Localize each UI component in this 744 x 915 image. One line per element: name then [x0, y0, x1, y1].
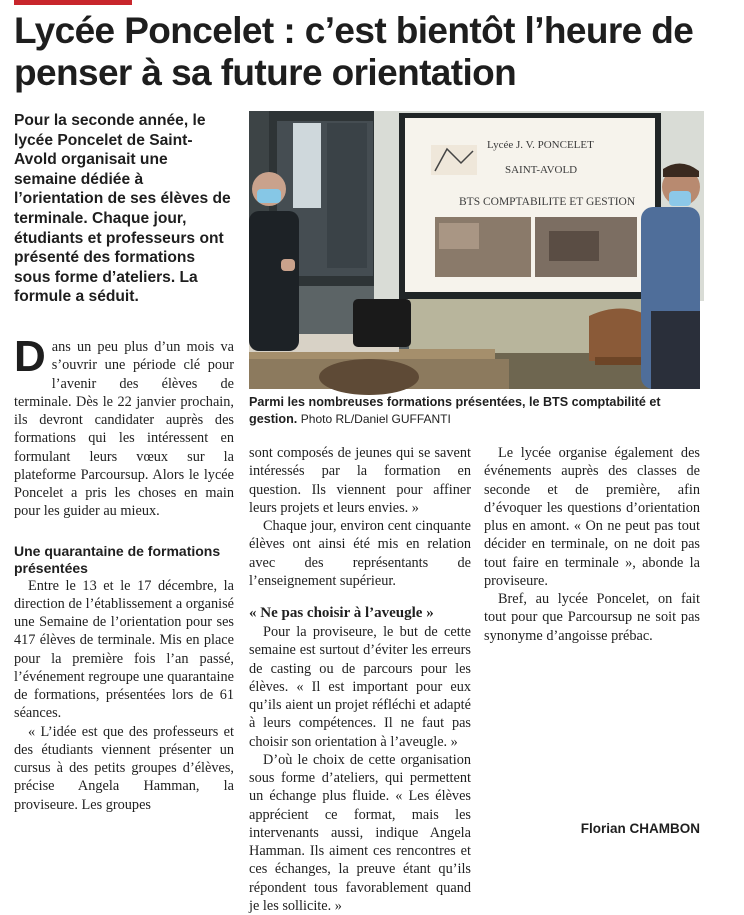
body-paragraph: Entre le 13 et le 17 décembre, la direction de l’établissement a organisé une Semaine de l’orientation pour ses 417 élèves de terminale. Mis en place pour la première fois l’an passé, l’événement regroupe une quarantaine de formations, présentées lors de 61 séances. [14, 577, 234, 722]
section-tab [14, 0, 132, 5]
body-paragraph: Dans un peu plus d’un mois va s’ouvrir une période clé pour l’avenir des élèves de terminale. Dès le 22 janvier prochain, ils devront candidater auprès des formations qui les intéressent en formulant leurs vœux sur la plateforme Parcoursup. Alors le lycée Poncelet a pris les choses en main pour les guider au mieux. [14, 332, 234, 520]
drop-cap: D [14, 332, 46, 381]
slide-logo-illustration [431, 145, 477, 175]
column-2 [249, 444, 471, 915]
article-photo [249, 111, 700, 389]
photo-caption [249, 394, 700, 427]
body-paragraph: Chaque jour, environ cent cinquante élèves ont ainsi été mis en relation avec des représentants de l’enseignement supérieur. [249, 518, 471, 589]
subhead-aveugle: « Ne pas choisir à l’aveugle » [249, 605, 434, 621]
body-paragraph: Le lycée organise également des événements auprès des classes de seconde et de première, afin d’évoquer les questions d’orientation plus en amont. « On ne peut pas tout décider en terminale, on ne doit pas tout faire en terminale », abonde la proviseure. [484, 445, 700, 589]
caption-text: Parmi les nombreuses formations présentées, le BTS comptabilité et gestion. [249, 395, 661, 426]
lead-paragraph: Pour la seconde année, le lycée Poncelet de Saint-Avold organisait une semaine dédiée à l’orientation de ses élèves de terminale. Chaque jour, étudiants et professeurs ont présenté des formations sous forme d’ateliers. La formule a séduit. [14, 112, 231, 306]
subhead-formations: Une quarantaine de formations présentées [14, 542, 221, 576]
slide-title: Lycée J. V. PONCELET [487, 139, 594, 151]
byline: Florian CHAMBON [580, 821, 700, 836]
photo-credit: Photo RL/Daniel GUFFANTI [300, 411, 451, 426]
body-paragraph: sont composés de jeunes qui se savent intéressés par la formation en question. Ils viennent pour affiner leurs projets et leurs envies. » [249, 445, 471, 516]
body-paragraph: Pour la proviseure, le but de cette semaine est surtout d’éviter les erreurs de casting ou de parcours pour les élèves. « Il est important pour eux qu’ils aient un projet réfléchi et adapté à leurs compétences. Il ne faut pas choisir son orientation à l’aveugle. » [249, 624, 471, 750]
slide-city: SAINT-AVOLD [505, 164, 578, 176]
headline: Lycée Poncelet : c’est bientôt l’heure de penser à sa future orientation [14, 10, 694, 93]
body-paragraph: D’où le choix de cette organisation sous forme d’ateliers, qui permettent un échange plus fluide. « Les élèves apprécient ce format, mais les intervenants aussi, indique Angela Hamman. Ils aiment ces rencontres et ces échanges, la preuve étant qu’ils répondent tous favorablement quand je les sollicite. » [249, 751, 471, 914]
body-paragraph: « L’idée est que des professeurs et des étudiants viennent présenter un cursus à des petits groupes d’élèves, précise Angela Hamman, la proviseure. Les groupes [14, 723, 234, 813]
slide-course: BTS COMPTABILITE ET GESTION [459, 196, 636, 208]
column-3 [484, 444, 700, 645]
body-paragraph: Bref, au lycée Poncelet, on fait tout pour que Parcoursup ne soit pas synonyme d’angoisse prébac. [484, 591, 700, 644]
column-1 [14, 332, 234, 814]
